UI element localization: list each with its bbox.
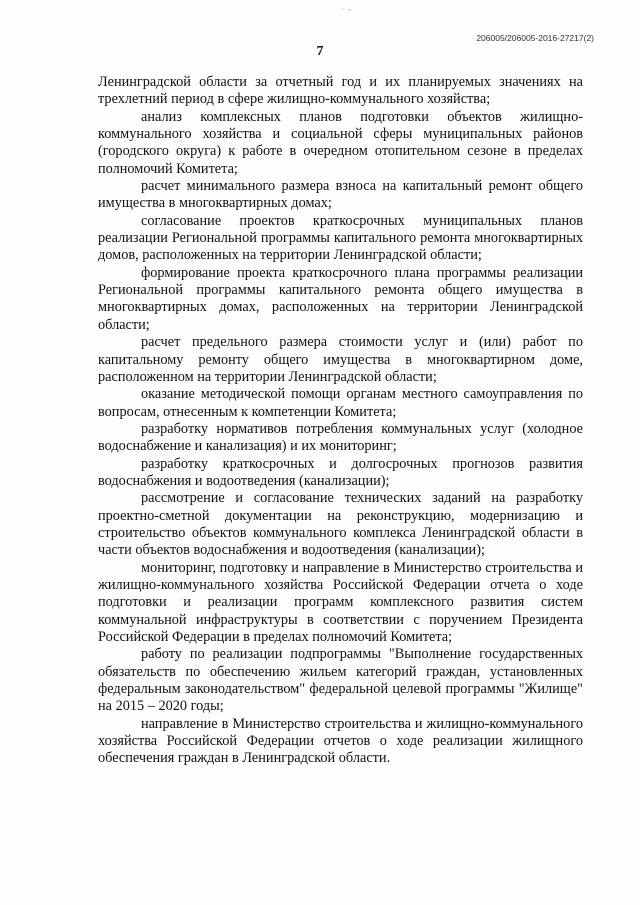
paragraph-housing-program: работу по реализации подпрограммы "Выполнение государственных обязательств по обеспечению жильем категорий граждан, установленных федеральным законодательством" федеральной целевой программы "Жилище" на 2015 – 2020 годы; <box>98 646 583 715</box>
page-number: 7 <box>316 44 324 59</box>
paragraph-municipal-plans-approval: согласование проектов краткосрочных муниципальных планов реализации Региональной программы капитального ремонта многоквартирных домов, расположенных на территории Ленинградской области; <box>98 212 583 264</box>
paragraph-forecasts: разработку краткосрочных и долгосрочных прогнозов развития водоснабжения и водоотведения (канализации); <box>98 455 583 489</box>
paragraph-monitoring: мониторинг, подготовку и направление в Министерство строительства и жилищно-коммунального хозяйства Российской Федерации отчета о ходе подготовки и реализации программ комплексного развития систем коммунальной инфраструктуры в соответствии с поручением Президента Российской Федерации в пределах полномочий Комитета; <box>98 559 583 645</box>
paragraph-short-term-plan: формирование проекта краткосрочного плана программы реализации Региональной программы капитального ремонта общего имущества в многоквартирных домах, расположенных на территории Ленинградской области; <box>98 264 583 333</box>
paragraph-cost-limit: расчет предельного размера стоимости услуг и (или) работ по капитальному ремонту общего имущества в многоквартирном доме, расположенном на территории Ленинградской области; <box>98 334 583 385</box>
paragraph-technical-tasks: рассмотрение и согласование технических заданий на разработку проектно-сметной документации на реконструкцию, модернизацию и строительство объектов коммунального комплекса Ленинградской области в части объектов водоснабжения и водоотведения (канализации); <box>98 490 583 559</box>
paragraph-reports: направление в Министерство строительства и жилищно-коммунального хозяйства Российской Федерации отчетов о ходе реализации жилищного обеспечения граждан в Ленинградской области. <box>98 715 583 767</box>
document-code: 206005/206005-2016-27217(2) <box>476 33 594 43</box>
paragraph-continuation: Ленинградской области за отчетный год и их планируемых значениях на трехлетний период в сфере жилищно-коммунального хозяйства; <box>98 74 583 108</box>
paragraph-housing-plans-analysis: анализ комплексных планов подготовки объектов жилищно-коммунального хозяйства и социальной сферы муниципальных районов (городского округа) к работе в очередном отопительном сезоне в пределах полномочий Комитета; <box>98 108 583 177</box>
paragraph-methodical-help: оказание методической помощи органам местного самоуправления по вопросам, отнесенным к компетенции Комитета; <box>98 386 583 420</box>
paragraph-consumption-norms: разработку нормативов потребления коммунальных услуг (холодное водоснабжение и канализация) и их мониторинг; <box>98 420 583 455</box>
document-body <box>98 74 583 768</box>
paragraph-contribution-calculation: расчет минимального размера взноса на капитальный ремонт общего имущества в многоквартирных домах; <box>98 178 583 212</box>
scan-mark: · - <box>341 4 353 14</box>
